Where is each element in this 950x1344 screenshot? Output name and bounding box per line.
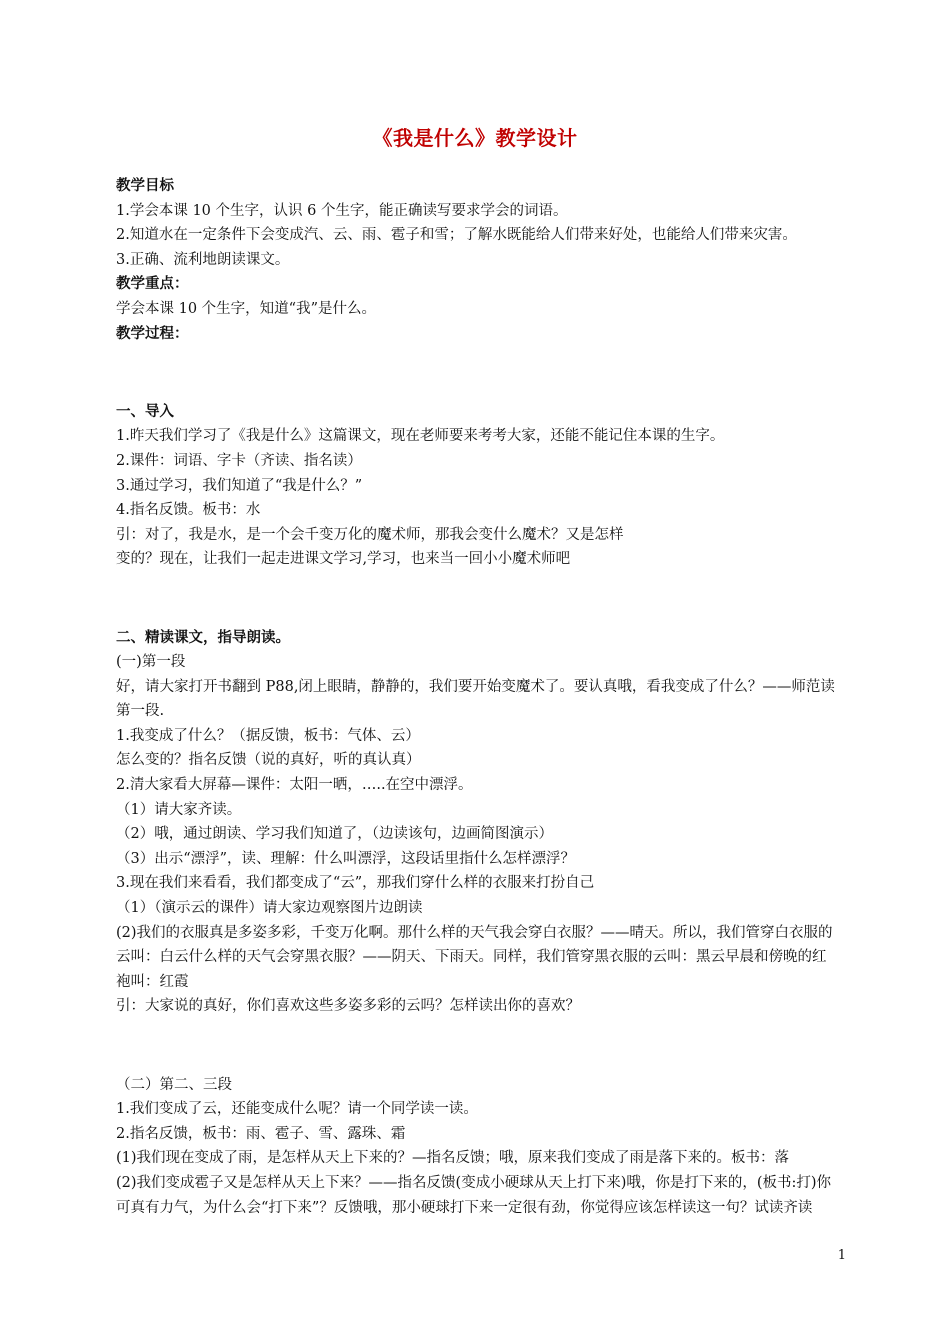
paragraph-line: 2.清大家看大屏幕—课件：太阳一晒，…..在空中漂浮。 [116,777,473,794]
section-heading: 教学目标 [116,177,174,194]
paragraph-line: 2.知道水在一定条件下会变成汽、云、雨、雹子和雪；了解水既能给人们带来好处，也能给人们带来灾害。 [116,227,797,244]
paragraph-line: 1.学会本课 10 个生字，认识 6 个生字，能正确读写要求学会的词语。 [116,202,568,219]
paragraph-line: （二）第二、三段 [116,1076,232,1093]
blank-line [116,361,836,386]
paragraph-line: (2)我们的衣服真是多姿多彩，千变万化啊。那什么样的天气我会穿白衣服？——晴天。所以，我们管穿白衣服的云叫：白云什么样的天气会穿黑衣服？——阴天、下雨天。同样，我们管穿黑衣服的云叫：黑云早晨和傍晚的红袍叫：红霞 [116,924,833,990]
paragraph-line: 2.指名反馈，板书：雨、雹子、雪、露珠、霜 [116,1125,406,1142]
paragraph-line: 3.现在我们来看看，我们都变成了“云”，那我们穿什么样的衣服来打扮自己 [116,875,595,892]
paragraph-line: 1.我变成了什么？（据反馈，板书：气体、云） [116,727,420,744]
paragraph-line: 4.指名反馈。板书：水 [116,502,261,519]
paragraph-line: 1.昨天我们学习了《我是什么》这篇课文，现在老师要来考考大家，还能不能记住本课的生字。 [116,428,725,445]
paragraph-line: 引：对了，我是水，是一个会千变万化的魔术师，那我会变什么魔术？又是怎样 [116,526,624,543]
paragraph-line: 2.课件：词语、字卡（齐读、指名读） [116,452,362,469]
paragraph-line: （3）出示“漂浮”，读、理解：什么叫漂浮，这段话里指什么怎样漂浮？ [116,850,576,867]
blank-line [116,1034,836,1059]
paragraph-line: （2）哦，通过朗读、学习我们知道了，（边读该句，边画简图演示） [116,826,553,843]
paragraph-line: 3.正确、流利地朗读课文。 [116,251,290,268]
document-body [116,174,836,1220]
paragraph-line: 好，请大家打开书翻到 P88,闭上眼睛，静静的，我们要开始变魔术了。要认真哦，看我变成了什么？——师范读第一段. [116,678,835,720]
paragraph-line: 变的？现在，让我们一起走进课文学习,学习，也来当一回小小魔术师吧 [116,551,571,568]
paragraph-line: (1)我们现在变成了雨，是怎样从天上下来的？—指名反馈；哦，原来我们变成了雨是落下来的。板书：落 [116,1150,790,1167]
document-title: 《我是什么》教学设计 [372,126,578,150]
section-heading: 教学过程： [116,324,189,342]
section-heading: 一、导入 [116,402,174,420]
paragraph-line: （1）（演示云的课件）请大家边观察图片边朗读 [116,900,423,917]
paragraph-line: 学会本课 10 个生字，知道“我”是什么。 [116,300,376,317]
paragraph-line: 3.通过学习，我们知道了“我是什么？” [116,477,363,494]
paragraph-line: 怎么变的？指名反馈（说的真好，听的真认真） [116,752,421,769]
blank-line [116,586,836,611]
page-number: 1 [837,1248,846,1263]
paragraph-line: 引：大家说的真好，你们喜欢这些多姿多彩的云吗？怎样读出你的喜欢？ [116,998,580,1015]
paragraph-line: (一)第一段 [116,654,186,671]
section-heading: 教学重点： [116,275,189,293]
paragraph-line: (2)我们变成雹子又是怎样从天上下来？——指名反馈(变成小硬球从天上打下来)哦，你是打下来的，(板书:打)你可真有力气，为什么会“打下来”？反馈哦，那小硬球打下来一定很有劲，你觉得应该怎样读这一句？试读齐读 [116,1174,832,1216]
section-heading: 二、精读课文，指导朗读。 [116,628,290,646]
paragraph-line: （1）请大家齐读。 [116,801,242,818]
paragraph-line: 1.我们变成了云，还能变成什么呢？请一个同学读一读。 [116,1101,478,1118]
